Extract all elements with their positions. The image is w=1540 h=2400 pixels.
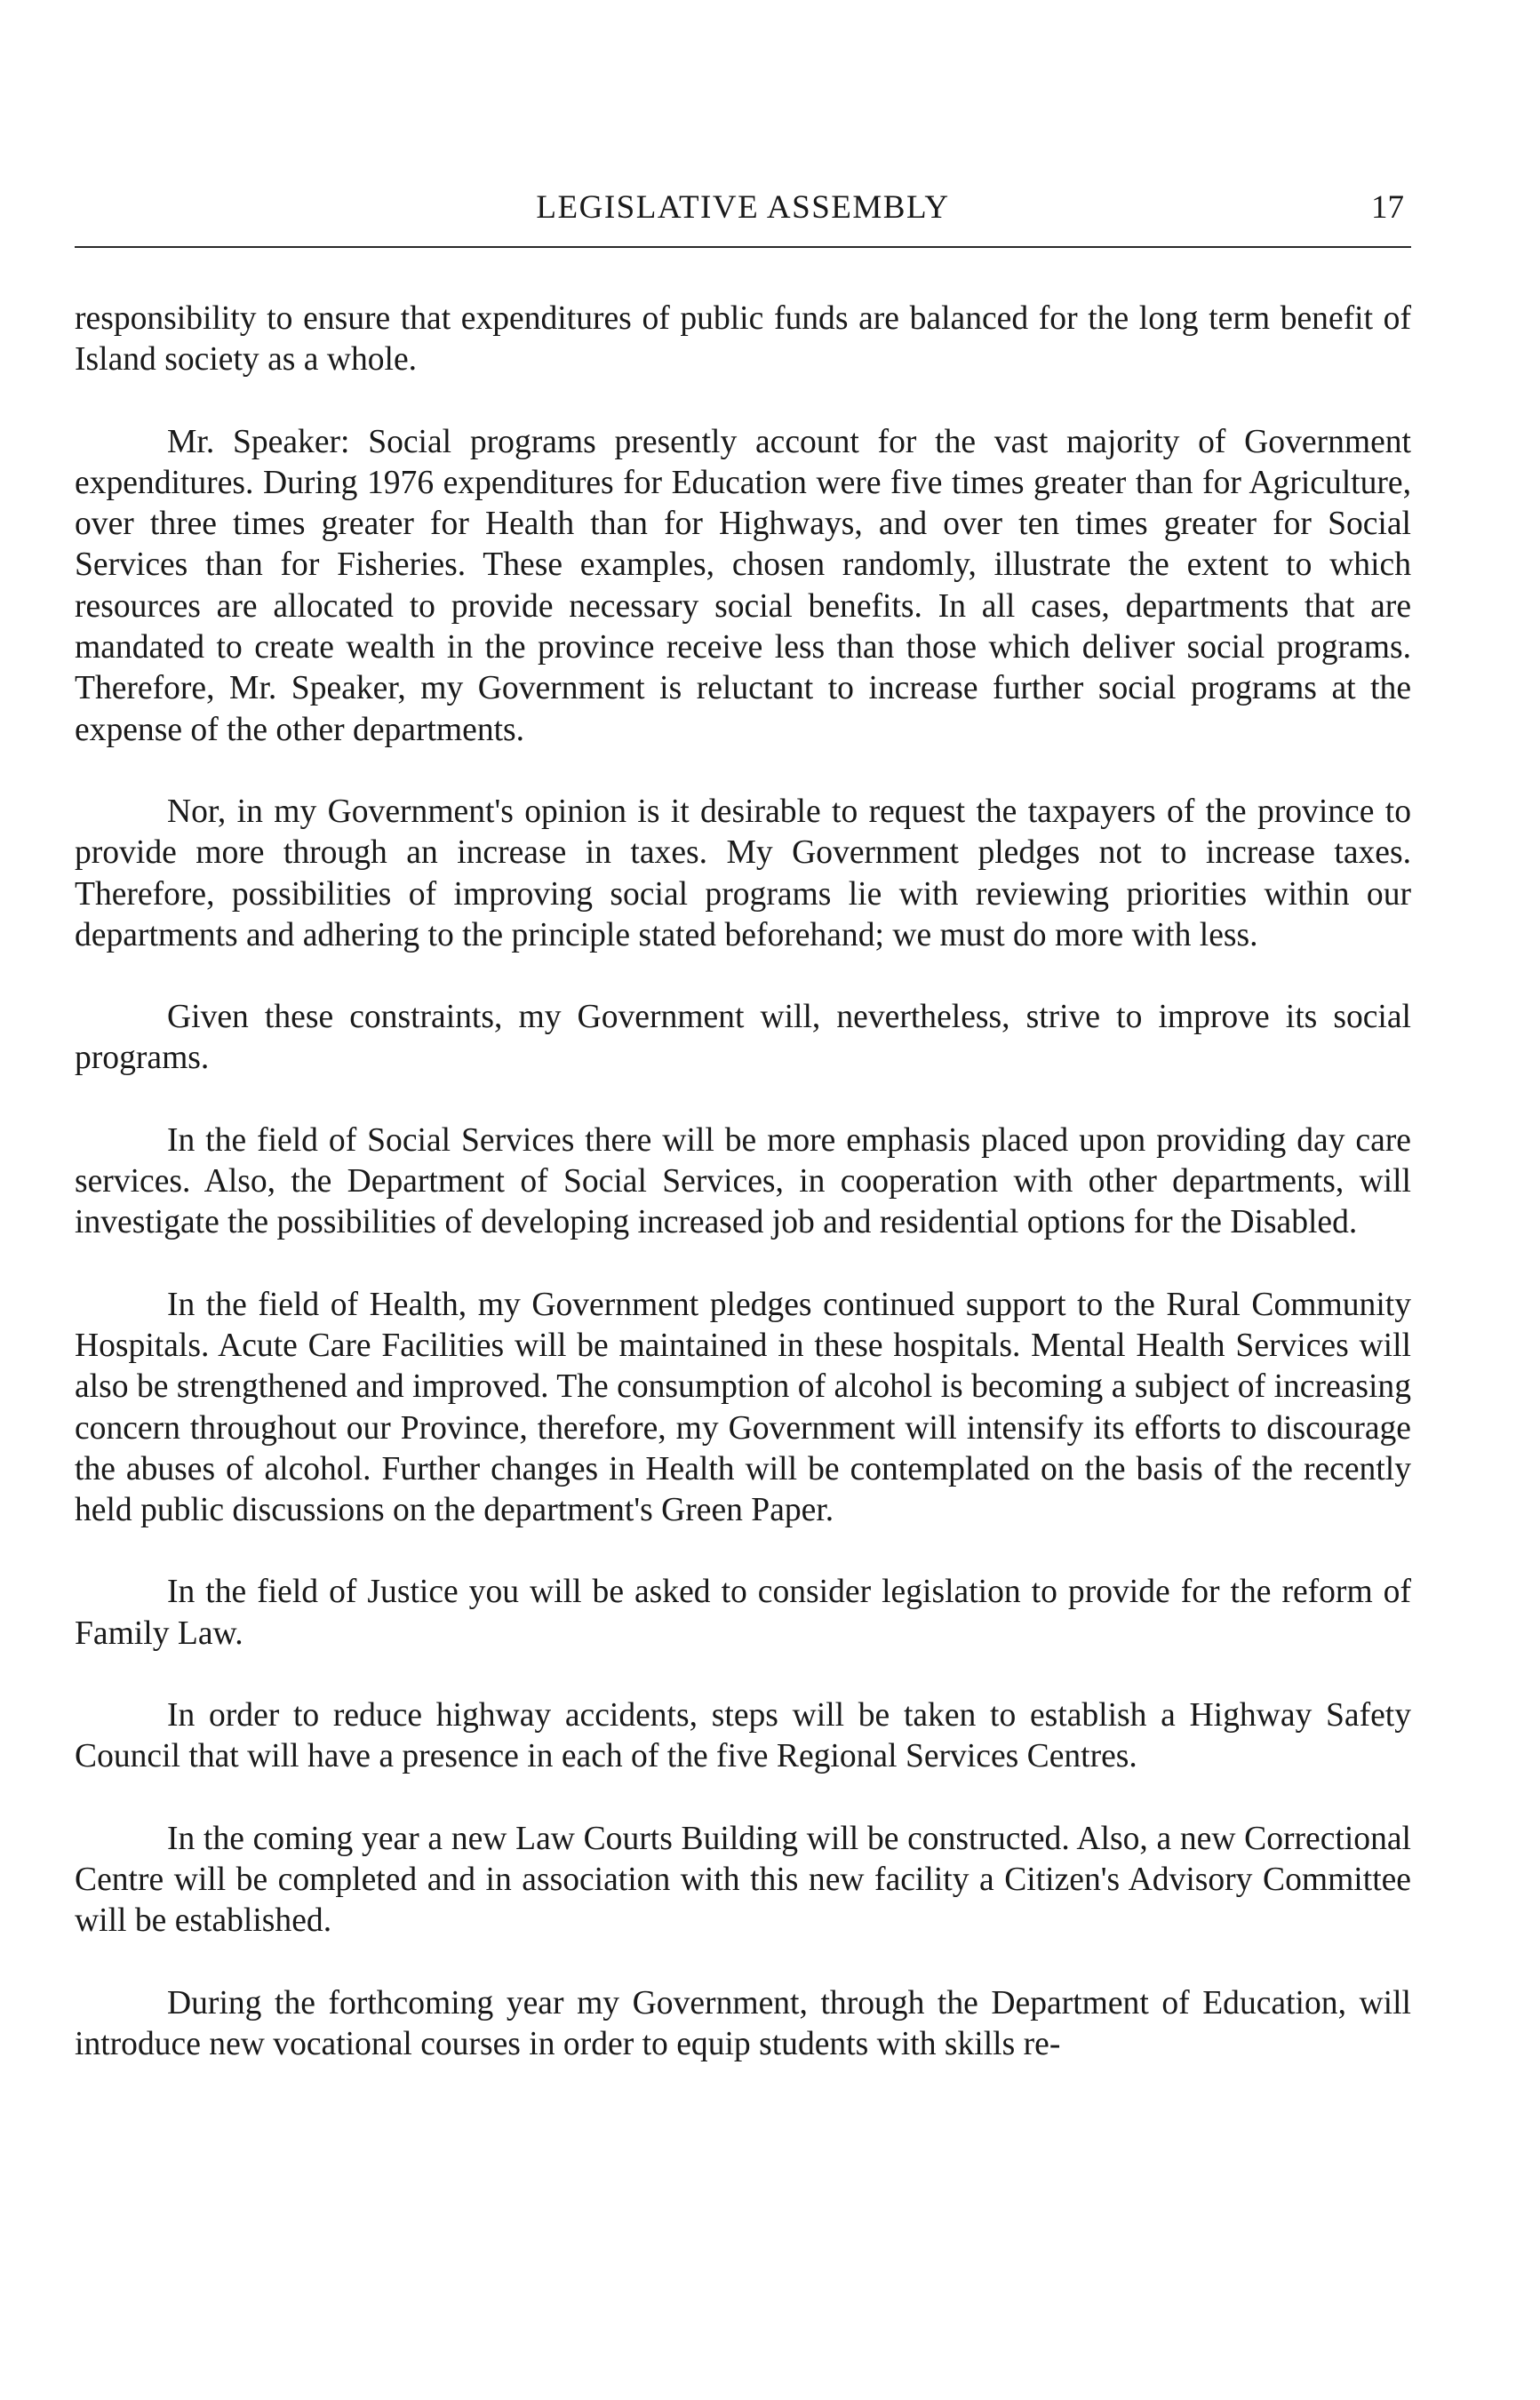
paragraph-law-courts: In the coming year a new Law Courts Building will be constructed. Also, a new Correctional Centre will be completed and in association with this new facility a Citizen's Advisory Committee will be established. bbox=[75, 1820, 1411, 1940]
running-header-title: LEGISLATIVE ASSEMBLY bbox=[536, 189, 950, 226]
paragraph-social-services: In the field of Social Services there will be more emphasis placed upon providing day care services. Also, the Department of Social Services, in cooperation with other departments, will investigate the possibilities of developing increased job and residential options for the Disabled. bbox=[75, 1121, 1411, 1241]
paragraph-social-programs: Mr. Speaker: Social programs presently account for the vast majority of Government expenditures. During 1976 expenditures for Education were five times greater than for Agriculture, over three times greater for Health than for Highways, and over ten times greater for Social Services than for Fisheries. These examples, chosen randomly, illustrate the extent to which resources are allocated to provide necessary social benefits. In all cases, departments that are mandated to create wealth in the province receive less than those which deliver social programs. Therefore, Mr. Speaker, my Government is reluctant to increase further social programs at the expense of the other departments. bbox=[75, 423, 1411, 748]
page-number: 17 bbox=[1371, 189, 1404, 226]
paragraph-education: During the forthcoming year my Government, through the Department of Education, will introduce new vocational courses in order to equip students with skills re- bbox=[75, 1984, 1411, 2062]
body-text bbox=[75, 299, 1411, 2106]
paragraph-constraints: Given these constraints, my Government will, nevertheless, strive to improve its social programs. bbox=[75, 999, 1411, 1077]
paragraph-highway-safety: In order to reduce highway accidents, steps will be taken to establish a Highway Safety Council that will have a presence in each of the five Regional Services Centres. bbox=[75, 1697, 1411, 1775]
paragraph-health: In the field of Health, my Government pledges continued support to the Rural Community Hospitals. Acute Care Facilities will be maintained in these hospitals. Mental Health Services will also be strengthened and improved. The consumption of alcohol is becoming a subject of increasing concern throughout our Province, therefore, my Government will intensify its efforts to discourage the abuses of alcohol. Further changes in Health will be contemplated on the basis of the recently held public discussions on the department's Green Paper. bbox=[75, 1286, 1411, 1529]
paragraph-continued: responsibility to ensure that expenditures of public funds are balanced for the long term benefit of Island society as a whole. bbox=[75, 300, 1411, 379]
paragraph-taxes: Nor, in my Government's opinion is it desirable to request the taxpayers of the province to provide more through an increase in taxes. My Government pledges not to increase taxes. Therefore, possibilities of improving social programs lie with reviewing priorities within our departments and adhering to the principle stated beforehand; we must do more with less. bbox=[75, 793, 1411, 953]
paragraph-justice: In the field of Justice you will be asked to consider legislation to provide for the reform of Family Law. bbox=[75, 1574, 1411, 1652]
header-rule bbox=[75, 246, 1411, 248]
page-header bbox=[75, 183, 1411, 233]
